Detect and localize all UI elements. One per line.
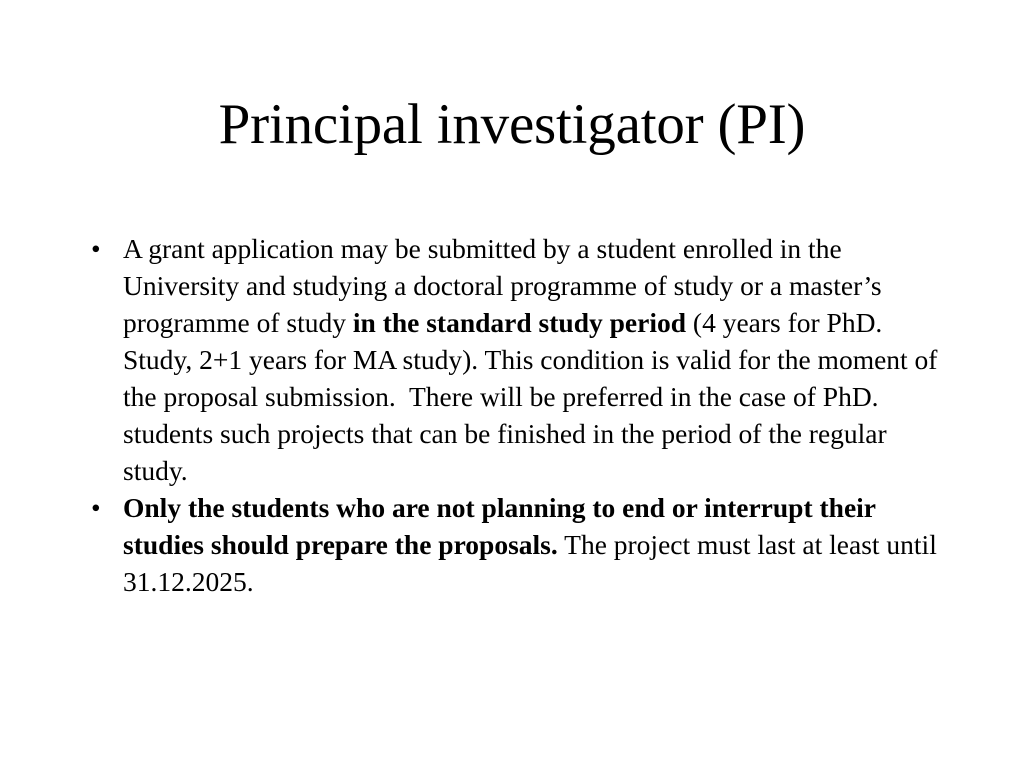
text-segment-plain: The project must last at least until 31.12.2025. bbox=[123, 529, 937, 597]
page-title: Principal investigator (PI) bbox=[218, 93, 806, 156]
list-item-text bbox=[123, 230, 944, 489]
list-item bbox=[86, 230, 944, 489]
bullet-icon: • bbox=[91, 492, 101, 523]
bullet-icon: • bbox=[91, 233, 101, 264]
text-segment-bold: Only the students who are not planning to end or interrupt their studies should prepare the proposals. bbox=[123, 492, 876, 560]
text-segment-plain: A grant application may be submitted by a student enrolled in the University and studying a doctoral programme of study or a master’s programme of study bbox=[123, 233, 882, 338]
list-item bbox=[86, 489, 944, 600]
slide-body bbox=[86, 230, 944, 600]
text-segment-bold: in the standard study period bbox=[352, 307, 687, 338]
list-item-text bbox=[123, 489, 944, 600]
text-segment-plain: (4 years for PhD. Study, 2+1 years for MA study). This condition is valid for the moment of the proposal submission. There will be preferred in the case of PhD. students such projects that can be finished in the period of the regular study. bbox=[123, 307, 945, 486]
